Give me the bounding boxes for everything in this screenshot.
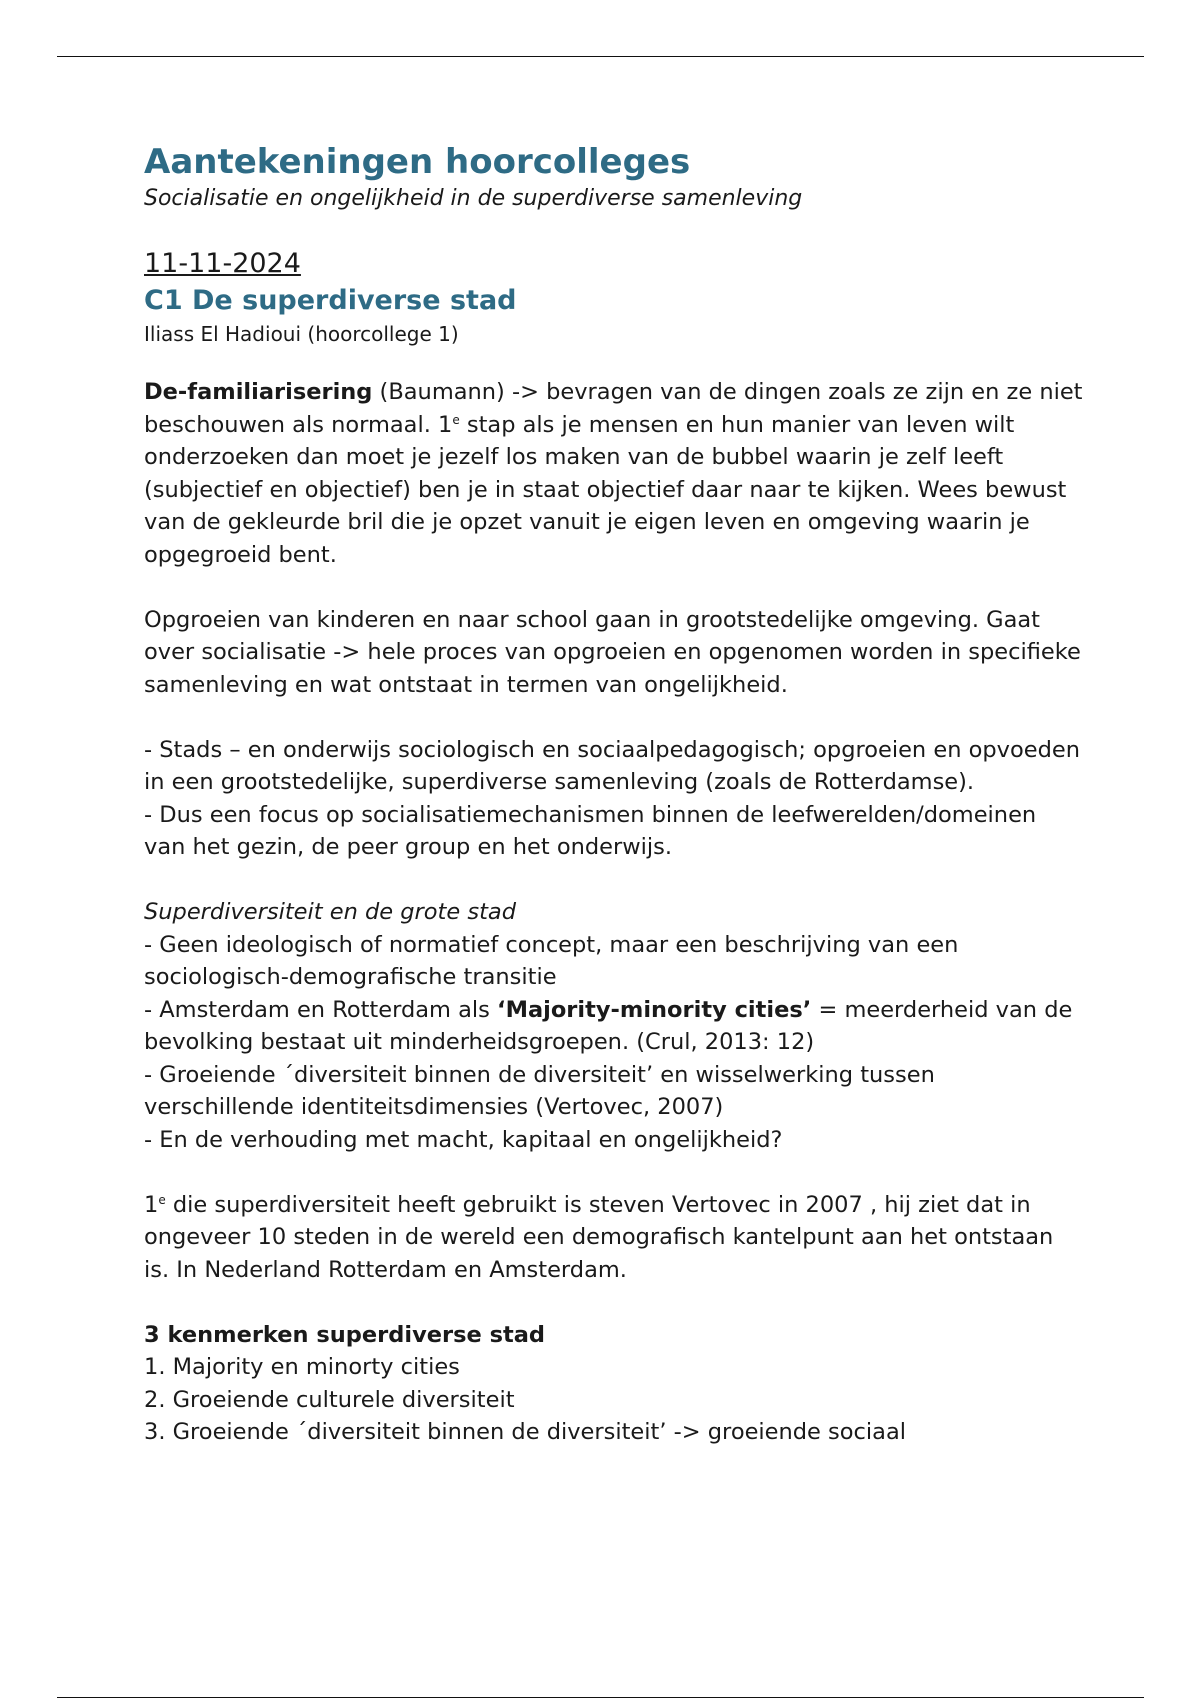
term-defamiliarisering: De-familiarisering — [144, 379, 373, 405]
list-item: - Dus een focus op socialisatiemechanismen binnen de leefwerelden/domeinen van het gezin, de peer group en het onderwijs. — [144, 801, 1037, 860]
list-item: - Amsterdam en Rotterdam als ‘Majority-minority cities’ = meerderheid van de bevolking bestaat uit minderheidsgroepen. (Crul, 2013: 12) — [144, 996, 1073, 1055]
list-item: 2. Groeiende culturele diversiteit — [144, 1386, 515, 1413]
lecturer-byline: Iliass El Hadioui (hoorcollege 1) — [144, 322, 459, 346]
document-subtitle: Socialisatie en ongelijkheid in de superdiverse samenleving — [144, 186, 803, 211]
paragraph-vertovec: 1e die superdiversiteit heeft gebruikt is steven Vertovec in 2007 , hij ziet dat in ongeveer 10 steden in de wereld een demografisch kantelpunt aan het ontstaan is. In Nederland Rotterdam en Amsterdam. — [144, 1191, 1054, 1283]
subsection-heading: Superdiversiteit en de grote stad — [144, 899, 516, 925]
section-heading: C1 De superdiverse stad — [144, 285, 517, 316]
kenmerken-section — [144, 1319, 1084, 1449]
list-item: 3. Groeiende ´diversiteit binnen de diversiteit’ -> groeiende sociaal — [144, 1419, 906, 1445]
superdiversiteit-section — [144, 896, 1084, 1156]
paragraph-defamiliarisering — [144, 376, 1084, 571]
list-item: 1. Majority en minorty cities — [144, 1354, 460, 1380]
subsection-heading: 3 kenmerken superdiverse stad — [144, 1321, 546, 1348]
list-item: - Stads – en onderwijs sociologisch en sociaalpedagogisch; opgroeien en opvoeden in een grootstedelijke, superdiverse samenleving (zoals de Rotterdamse). — [144, 736, 1080, 795]
focus-list — [144, 734, 1084, 864]
document-page — [144, 140, 1084, 1449]
footer-rule — [57, 1697, 1144, 1698]
superscript: e — [158, 1192, 166, 1207]
header-rule — [57, 56, 1144, 57]
paragraph-text: stap als je mensen en hun manier van leven wilt onderzoeken dan moet je jezelf los maken van de bubbel waarin je zelf leeft (subjectief en objectief) ben je in staat objectief daar naar te kijken. Wees bewust van de gekleurde bril die je opzet vanuit je eigen leven en omgeving waarin je opgegroeid bent. — [144, 411, 1067, 568]
term-majority-minority: ‘Majority-minority cities’ — [497, 996, 812, 1023]
paragraph-opgroeien: Opgroeien van kinderen en naar school gaan in grootstedelijke omgeving. Gaat over socialisatie -> hele proces van opgroeien en opgenomen worden in specifieke samenleving en wat ontstaat in termen van ongelijkheid. — [144, 606, 1081, 698]
document-title: Aantekeningen hoorcolleges — [144, 142, 691, 182]
list-item: - Geen ideologisch of normatief concept, maar een beschrijving van een sociologisch-demografische transitie — [144, 931, 959, 990]
paragraph-text: (Baumann) -> bevragen van de dingen zoals ze zijn en ze niet beschouwen als normaal. 1 — [144, 379, 1083, 438]
list-item: - Groeiende ´diversiteit binnen de diversiteit’ en wisselwerking tussen verschillende identiteitsdimensies (Vertovec, 2007) — [144, 1061, 935, 1120]
lecture-date: 11-11-2024 — [144, 248, 301, 279]
superscript: e — [452, 412, 460, 427]
list-item: - En de verhouding met macht, kapitaal en ongelijkheid? — [144, 1126, 783, 1153]
